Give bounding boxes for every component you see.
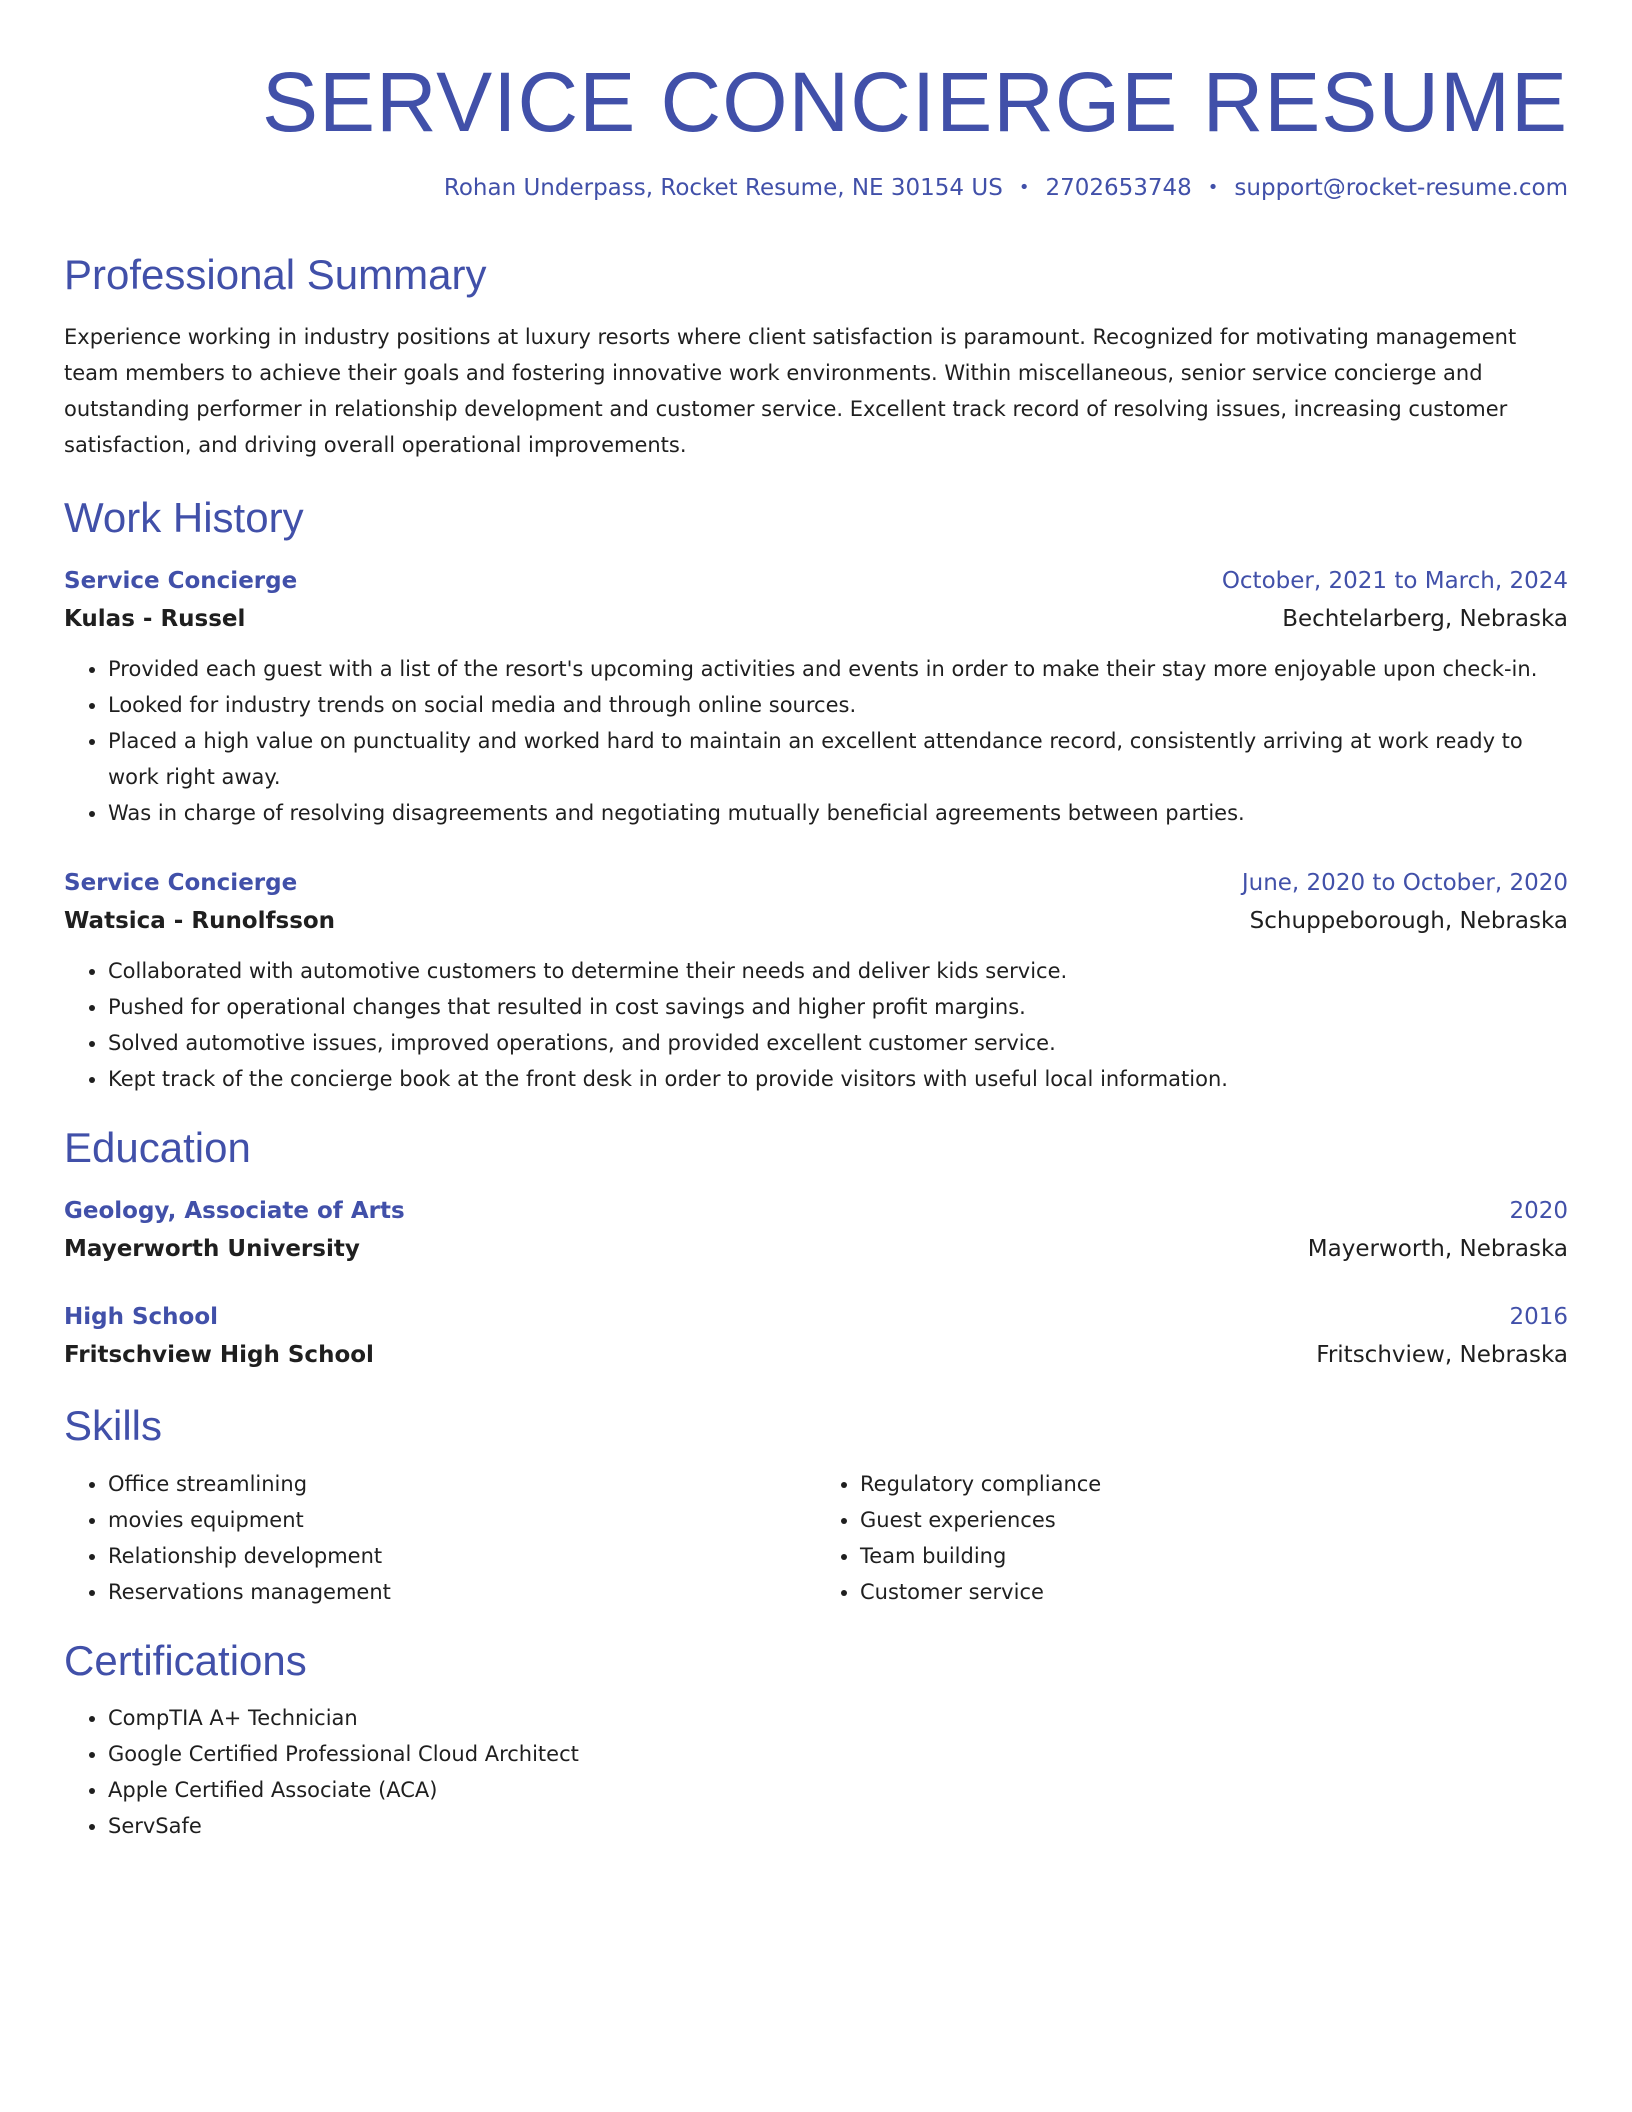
list-item: • Solved automotive issues, improved operations, and provided excellent customer service. [108, 1025, 1568, 1061]
education-degree-row [64, 1299, 1568, 1335]
section-heading-education: Education [64, 1124, 251, 1172]
education-school: Fritschview High School [64, 1342, 374, 1369]
education-school-row [64, 1335, 1568, 1375]
education-degree: Geology, Associate of Arts [64, 1198, 405, 1225]
job-location: Schuppeborough, Nebraska [1249, 908, 1568, 935]
list-item: • Regulatory compliance [860, 1466, 1568, 1502]
contact-email[interactable]: support@rocket-resume.com [1234, 175, 1568, 202]
certifications-list [64, 1700, 1568, 1844]
education-degree-row [64, 1193, 1568, 1229]
job-dates: June, 2020 to October, 2020 [1241, 870, 1568, 897]
education-location: Fritschview, Nebraska [1316, 1342, 1568, 1369]
contact-address: Rohan Underpass, Rocket Resume, NE 30154 US [443, 175, 1003, 202]
list-item: • Apple Certified Associate (ACA) [108, 1772, 1568, 1808]
education-entry [64, 1193, 1568, 1269]
job-company-row [64, 599, 1568, 639]
job-bullets [64, 651, 1568, 831]
list-item: • Google Certified Professional Cloud Architect [108, 1736, 1568, 1772]
job-title: Service Concierge [64, 568, 298, 595]
section-heading-skills: Skills [64, 1402, 163, 1450]
certifications-section [64, 1636, 1568, 1844]
education-school-row [64, 1229, 1568, 1269]
education-entry [64, 1299, 1568, 1375]
job-location: Bechtelarberg, Nebraska [1282, 606, 1568, 633]
skills-list-left [64, 1466, 816, 1610]
list-item: • Kept track of the concierge book at the front desk in order to provide visitors with useful local information. [108, 1061, 1568, 1097]
list-item: • Office streamlining [108, 1466, 816, 1502]
section-heading-work-history: Work History [64, 493, 304, 541]
education-degree: High School [64, 1304, 219, 1331]
skills-grid [64, 1466, 1568, 1610]
list-item: • Pushed for operational changes that resulted in cost savings and higher profit margins. [108, 989, 1568, 1025]
list-item: • Provided each guest with a list of the resort's upcoming activities and events in order to make their stay more enjoyable upon check-in. [108, 651, 1568, 687]
list-item: • CompTIA A+ Technician [108, 1700, 1568, 1736]
education-section [64, 1123, 1568, 1375]
list-item: • Was in charge of resolving disagreements and negotiating mutually beneficial agreements between parties. [108, 795, 1568, 831]
job-dates: October, 2021 to March, 2024 [1221, 568, 1568, 595]
list-item: • Reservations management [108, 1574, 816, 1610]
list-item: • Customer service [860, 1574, 1568, 1610]
list-item: • Guest experiences [860, 1502, 1568, 1538]
list-item: • Team building [860, 1538, 1568, 1574]
contact-line [64, 174, 1568, 204]
resume-header [64, 56, 1568, 204]
education-school: Mayerworth University [64, 1236, 360, 1263]
contact-separator: • [1018, 177, 1030, 199]
skills-list-right [816, 1466, 1568, 1610]
job-title: Service Concierge [64, 870, 298, 897]
contact-separator: • [1207, 177, 1219, 199]
job-title-row [64, 563, 1568, 599]
education-year: 2020 [1509, 1198, 1568, 1225]
work-history-section [64, 493, 1568, 1097]
resume-title: SERVICE CONCIERGE RESUME [261, 55, 1568, 149]
list-item: • Relationship development [108, 1538, 816, 1574]
section-heading-certifications: Certifications [64, 1636, 307, 1684]
summary-section [64, 250, 1568, 462]
job-bullets [64, 953, 1568, 1097]
education-location: Mayerworth, Nebraska [1307, 1236, 1568, 1263]
job-title-row [64, 865, 1568, 901]
list-item: • Collaborated with automotive customers to determine their needs and deliver kids service. [108, 953, 1568, 989]
education-year: 2016 [1509, 1304, 1568, 1331]
list-item: • Placed a high value on punctuality and worked hard to maintain an excellent attendance record, consistently arriving at work ready to work right away. [108, 723, 1568, 795]
job-company: Watsica - Runolfsson [64, 908, 336, 935]
section-heading-summary: Professional Summary [64, 251, 487, 299]
job-company-row [64, 901, 1568, 941]
list-item: • movies equipment [108, 1502, 816, 1538]
job-company: Kulas - Russel [64, 606, 246, 633]
job-entry [64, 865, 1568, 1097]
job-entry [64, 563, 1568, 831]
summary-text: Experience working in industry positions at luxury resorts where client satisfaction is paramount. Recognized for motivating management team members to achieve their goals and fostering innovative work environments. Within miscellaneous, senior service concierge and outstanding performer in relationship development and customer service. Excellent track record of resolving issues, increasing customer satisfaction, and driving overall operational improvements. [64, 324, 1517, 457]
contact-phone: 2702653748 [1045, 175, 1192, 202]
list-item: • ServSafe [108, 1808, 1568, 1844]
skills-section [64, 1401, 1568, 1609]
list-item: • Looked for industry trends on social media and through online sources. [108, 687, 1568, 723]
